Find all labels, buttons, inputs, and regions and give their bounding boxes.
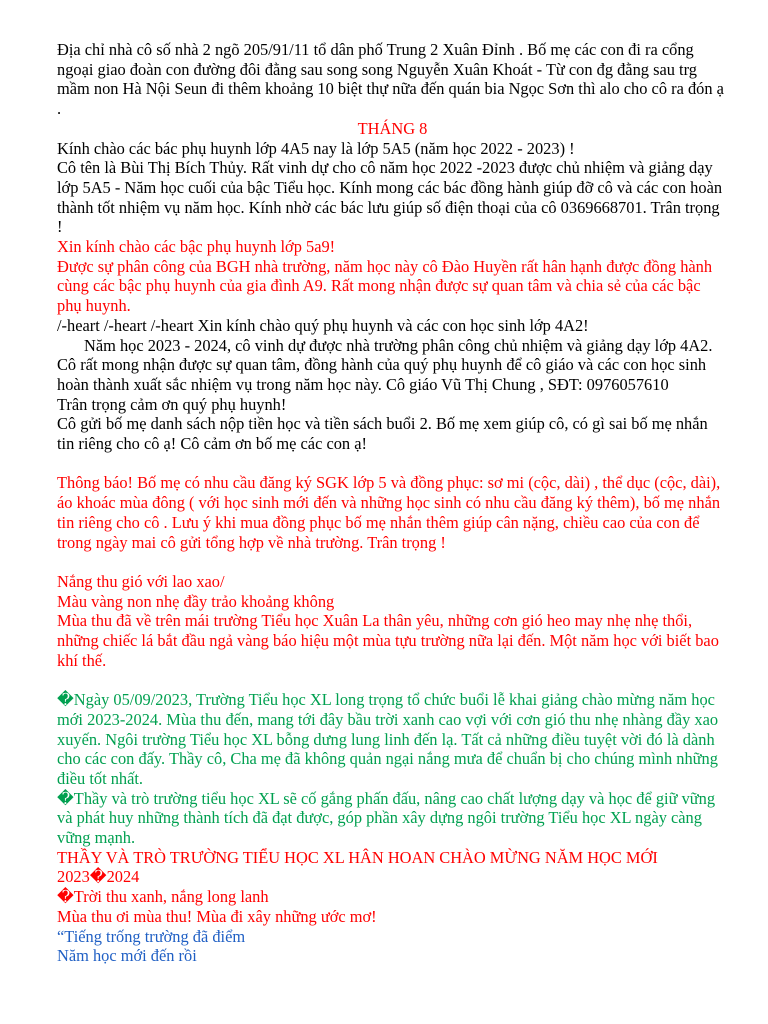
thanks-parents: Trân trọng cảm ơn quý phụ huynh! (57, 394, 287, 414)
intro-4a2-paragraph: Năm học 2023 - 2024, cô vinh dự được nhà trường phân công chủ nhiệm và giảng dạy lớp 4A2. Cô rất mong nhận được sự quan tâm, đồng hành của quý phụ huynh để cô giáo và các con học sinh hoàn thành xuất sắc nhiệm vụ trong năm học này. Cô giáo Vũ Thị Chung , SĐT: 0976057610 (57, 335, 713, 394)
month-heading: THÁNG 8 (357, 118, 428, 138)
greeting-4a2: /-heart /-heart /-heart Xin kính chào quý phụ huynh và các con học sinh lớp 4A2! (57, 315, 589, 335)
celebration-heading: THẦY VÀ TRÒ TRƯỜNG TIỂU HỌC XL HÂN HOAN CHÀO MỪNG NĂM HỌC MỚI 2023�2024 (57, 847, 658, 887)
poem-line: Nắng thu gió với lao xao/ (57, 571, 225, 591)
blank-line (57, 552, 728, 572)
address-paragraph: Địa chỉ nhà cô số nhà 2 ngõ 205/91/11 tổ dân phố Trung 2 Xuân Đỉnh . Bố mẹ các con đi ra cổng ngoại giao đoàn con đường đôi đằng sau song song Nguyễn Xuân Khoát - Từ con đg đằng sau trg mầm non Hà Nội Seun đi thêm khoảng 10 biệt thự nữa đến quán bia Ngọc Sơn thì alo cho cô ra đón ạ . (57, 40, 724, 119)
blank-line (57, 454, 728, 474)
assignment-5a9-paragraph: Được sự phân công của BGH nhà trường, năm học này cô Đào Huyền rất hân hạnh được đồng hành cùng các bậc phụ huynh của gia đình A9. Rất mong nhận được sự quan tâm và chia sẻ của các bậc phụ huynh. (57, 256, 713, 316)
red-verse-line: �Trời thu xanh, nắng long lanh (57, 887, 269, 907)
blank-line (57, 670, 728, 690)
opening-ceremony-paragraph: �Ngày 05/09/2023, Trường Tiểu học XL long trọng tổ chức buổi lễ khai giảng chào mừng năm học mới 2023-2024. Mùa thu đến, mang tới đây bầu trời xanh cao vợi với cơn gió thu nhẹ nhàng đầy xao xuyến. Ngôi trường Tiểu học XL bỗng dưng lung linh đến lạ. Tất cả những điều tuyệt vời đó là dành cho các con đấy. Thầy cô, Cha mẹ đã không quản ngại nắng mưa để chuẩn bị cho chúng mình những điều tốt nhất. (57, 690, 719, 788)
poem-line: Màu vàng non nhẹ đầy trảo khoảng không (57, 591, 335, 611)
teacher-intro-paragraph: Cô tên là Bùi Thị Bích Thủy. Rất vinh dự cho cô năm học 2022 -2023 được chủ nhiệm và giảng dạy lớp 5A5 - Năm học cuối của bậc Tiểu học. Kính mong các bác đồng hành giúp đỡ cô và các con hoàn thành tốt nhiệm vụ năm học. Kính nhờ các bác lưu giúp số điện thoại của cô 0369668701. Trân trọng ! (57, 158, 723, 237)
autumn-paragraph: Mùa thu đã về trên mái trường Tiểu học Xuân La thân yêu, những cơn gió heo may nhẹ nhẹ thổi, những chiếc lá bắt đầu ngả vàng báo hiệu một mùa tựu trường nữa lại đến. Một năm học với biết bao khí thế. (57, 611, 719, 670)
notice-paragraph: Thông báo! Bố mẹ có nhu cầu đăng ký SGK lớp 5 và đồng phục: sơ mi (cộc, dài) , thể dục (cộc, dài), áo khoác mùa đông ( với học sinh mới đến và những học sinh có nhu cầu đăng ký thêm), bố mẹ nhắn tin riêng cho cô . Lưu ý khi mua đồng phục bố mẹ nhắn thêm giúp cân nặng, chiều cao của con để trong ngày mai cô gửi tổng hợp về nhà trường. Trân trọng ! (57, 473, 721, 552)
commitment-paragraph: �Thầy và trò trường tiểu học XL sẽ cố gắng phấn đấu, nâng cao chất lượng dạy và học để giữ vững và phát huy những thành tích đã đạt được, góp phần xây dựng ngôi trường Tiểu học XL ngày càng vững mạnh. (57, 788, 716, 848)
greeting-5a9: Xin kính chào các bậc phụ huynh lớp 5a9! (57, 237, 336, 257)
red-verse-line: Mùa thu ơi mùa thu! Mùa đi xây những ước mơ! (57, 906, 377, 926)
blue-verse-line: “Tiếng trống trường đã điểm (57, 926, 246, 946)
blue-verse-line: Năm học mới đến rồi (57, 946, 197, 966)
tuition-list-paragraph: Cô gửi bố mẹ danh sách nộp tiền học và tiền sách buổi 2. Bố mẹ xem giúp cô, có gì sai bố mẹ nhắn tin riêng cho cô ạ! Cô cảm ơn bố mẹ các con ạ! (57, 414, 708, 454)
greeting-4a5: Kính chào các bác phụ huynh lớp 4A5 nay là lớp 5A5 (năm học 2022 - 2023) ! (57, 138, 575, 158)
